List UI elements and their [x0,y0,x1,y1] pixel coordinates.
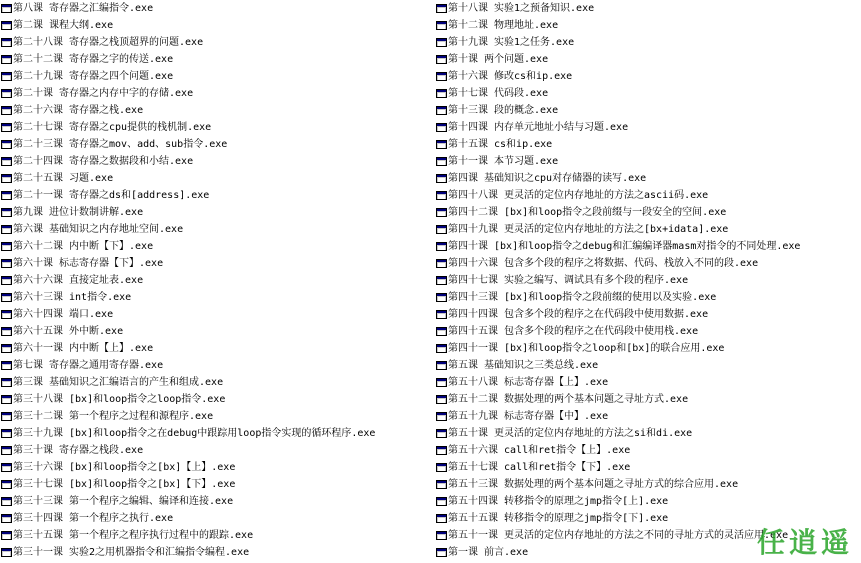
exe-file-icon [1,191,12,200]
file-list-right-column [435,0,861,561]
exe-file-icon [436,259,447,268]
file-item[interactable] [435,170,861,187]
exe-file-icon [436,361,447,370]
exe-file-icon [436,72,447,81]
file-name: 第三十课 寄存器之栈段.exe [13,445,144,456]
exe-file-icon [436,327,447,336]
file-item[interactable] [0,408,432,425]
exe-file-icon [436,497,447,506]
file-name: 第九课 进位计数制讲解.exe [13,207,144,218]
file-name: 第四十一课 [bx]和loop指令之loop和[bx]的联合应用.exe [448,343,725,354]
exe-file-icon [436,242,447,251]
file-item[interactable] [435,0,861,17]
file-name: 第七课 寄存器之通用寄存器.exe [13,360,164,371]
exe-file-icon [1,225,12,234]
file-name: 第六十五课 外中断.exe [13,326,124,337]
file-name: 第五十九课 标志寄存器【中】.exe [448,411,609,422]
file-item[interactable] [435,425,861,442]
file-name: 第五十五课 转移指令的原理之jmp指令[下].exe [448,513,669,524]
exe-file-icon [1,106,12,115]
file-item[interactable] [0,374,432,391]
exe-file-icon [1,412,12,421]
file-item[interactable] [435,323,861,340]
exe-file-icon [1,497,12,506]
exe-file-icon [1,208,12,217]
file-name: 第十七课 代码段.exe [448,88,549,99]
file-item[interactable] [435,391,861,408]
exe-file-icon [436,21,447,30]
exe-file-icon [1,276,12,285]
file-name: 第二十七课 寄存器之cpu提供的栈机制.exe [13,122,212,133]
file-item[interactable] [0,51,432,68]
file-name: 第五十六课 call和ret指令【上】.exe [448,445,631,456]
file-name: 第六十二课 内中断【下】.exe [13,241,154,252]
file-name: 第十三课 段的概念.exe [448,105,559,116]
file-name: 第二十八课 寄存器之栈顶超界的问题.exe [13,37,204,48]
file-item[interactable] [435,187,861,204]
file-item[interactable] [435,119,861,136]
file-item[interactable] [0,289,432,306]
file-list-left-column [0,0,432,561]
file-name: 第四十七课 实验之编写、调试具有多个段的程序.exe [448,275,689,286]
file-name: 第三课 基础知识之汇编语言的产生和组成.exe [13,377,224,388]
exe-file-icon [436,174,447,183]
exe-file-icon [1,259,12,268]
file-item[interactable] [0,119,432,136]
file-item[interactable] [0,255,432,272]
file-name: 第六十六课 直接定址表.exe [13,275,144,286]
file-name: 第三十七课 [bx]和loop指令之[bx]【下】.exe [13,479,236,490]
file-item[interactable] [0,17,432,34]
exe-file-icon [436,89,447,98]
file-item[interactable] [0,34,432,51]
file-name: 第五十二课 数据处理的两个基本问题之寻址方式.exe [448,394,689,405]
file-name: 第三十六课 [bx]和loop指令之[bx]【上】.exe [13,462,236,473]
file-item[interactable] [0,238,432,255]
file-item[interactable] [0,425,432,442]
exe-file-icon [436,395,447,404]
file-item[interactable] [435,459,861,476]
file-name: 第十二课 物理地址.exe [448,20,559,31]
file-name: 第十九课 实验1之任务.exe [448,37,575,48]
exe-file-icon [436,344,447,353]
exe-file-icon [436,310,447,319]
exe-file-icon [1,140,12,149]
file-item[interactable] [435,153,861,170]
file-item[interactable] [0,85,432,102]
exe-file-icon [1,55,12,64]
watermark: 任逍遥 [756,526,853,559]
file-item[interactable] [0,221,432,238]
file-name: 第十六课 修改cs和ip.exe [448,71,573,82]
exe-file-icon [1,310,12,319]
exe-file-icon [1,514,12,523]
file-item[interactable] [0,0,432,17]
file-name: 第三十八课 [bx]和loop指令之loop指令.exe [13,394,226,405]
file-item[interactable] [435,255,861,272]
file-name: 第十课 两个问题.exe [448,54,549,65]
file-item[interactable] [0,204,432,221]
file-item[interactable] [435,68,861,85]
file-item[interactable] [0,527,432,544]
file-item[interactable] [0,459,432,476]
file-item[interactable] [435,408,861,425]
file-item[interactable] [435,238,861,255]
file-name: 第三十三课 第一个程序之编辑、编译和连接.exe [13,496,234,507]
exe-file-icon [436,293,447,302]
exe-file-icon [1,157,12,166]
exe-file-icon [436,140,447,149]
exe-file-icon [1,378,12,387]
exe-file-icon [436,157,447,166]
exe-file-icon [1,327,12,336]
exe-file-icon [436,429,447,438]
file-name: 第四十九课 更灵活的定位内存地址的方法之[bx+idata].exe [448,224,729,235]
exe-file-icon [1,38,12,47]
exe-file-icon [436,55,447,64]
exe-file-icon [1,429,12,438]
file-name: 第十八课 实验1之预备知识.exe [448,3,595,14]
file-item[interactable] [435,289,861,306]
file-name: 第十一课 本节习题.exe [448,156,559,167]
exe-file-icon [436,38,447,47]
file-item[interactable] [435,85,861,102]
exe-file-icon [1,293,12,302]
file-name: 第六课 基础知识之内存地址空间.exe [13,224,184,235]
file-item[interactable] [0,510,432,527]
file-name: 第四十八课 更灵活的定位内存地址的方法之ascii码.exe [448,190,709,201]
file-name: 第十五课 cs和ip.exe [448,139,553,150]
exe-file-icon [436,123,447,132]
file-item[interactable] [435,17,861,34]
file-item[interactable] [435,357,861,374]
file-item[interactable] [0,391,432,408]
file-name: 第二十六课 寄存器之栈.exe [13,105,144,116]
file-item[interactable] [435,272,861,289]
file-name: 第五十三课 数据处理的两个基本问题之寻址方式的综合应用.exe [448,479,739,490]
exe-file-icon [1,463,12,472]
file-name: 第二十九课 寄存器之四个问题.exe [13,71,174,82]
exe-file-icon [1,548,12,557]
file-item[interactable] [435,374,861,391]
file-name: 第六十一课 内中断【上】.exe [13,343,154,354]
file-item[interactable] [435,306,861,323]
file-item[interactable] [435,204,861,221]
file-name: 第五十四课 转移指令的原理之jmp指令[上].exe [448,496,669,507]
file-name: 第四十二课 [bx]和loop指令之段前缀与一段安全的空间.exe [448,207,727,218]
file-name: 第二十三课 寄存器之mov、add、sub指令.exe [13,139,228,150]
file-name: 第三十四课 第一个程序之执行.exe [13,513,174,524]
file-name: 第五十八课 标志寄存器【上】.exe [448,377,609,388]
file-item[interactable] [435,476,861,493]
exe-file-icon [1,21,12,30]
exe-file-icon [1,4,12,13]
file-item[interactable] [435,340,861,357]
file-name: 第四十四课 包含多个段的程序之在代码段中使用数据.exe [448,309,709,320]
exe-file-icon [1,361,12,370]
file-name: 第三十九课 [bx]和loop指令之在debug中跟踪用loop指令实现的循环程序.exe [13,428,376,439]
file-name: 第四十课 [bx]和loop指令之debug和汇编编译器masm对指令的不同处理.exe [448,241,801,252]
exe-file-icon [436,225,447,234]
exe-file-icon [436,463,447,472]
file-name: 第二十二课 寄存器之字的传送.exe [13,54,174,65]
file-name: 第五十七课 call和ret指令【下】.exe [448,462,631,473]
exe-file-icon [1,446,12,455]
file-item[interactable] [0,493,432,510]
file-item[interactable] [435,221,861,238]
file-item[interactable] [0,68,432,85]
file-name: 第二十四课 寄存器之数据段和小结.exe [13,156,194,167]
exe-file-icon [1,344,12,353]
file-item[interactable] [0,306,432,323]
file-name: 第三十一课 实验2之用机器指令和汇编指令编程.exe [13,547,250,558]
file-item[interactable] [435,51,861,68]
file-item[interactable] [0,323,432,340]
file-name: 第八课 寄存器之汇编指令.exe [13,3,154,14]
exe-file-icon [436,276,447,285]
file-item[interactable] [0,476,432,493]
exe-file-icon [436,191,447,200]
exe-file-icon [1,242,12,251]
file-item[interactable] [0,136,432,153]
file-name: 第二十一课 寄存器之ds和[address].exe [13,190,210,201]
file-item[interactable] [435,493,861,510]
file-name: 第五十一课 更灵活的定位内存地址的方法之不同的寻址方式的灵活应用.exe [448,530,789,541]
exe-file-icon [436,106,447,115]
exe-file-icon [436,208,447,217]
exe-file-icon [1,123,12,132]
exe-file-icon [436,514,447,523]
file-item[interactable] [0,170,432,187]
file-item[interactable] [0,102,432,119]
file-item[interactable] [0,153,432,170]
exe-file-icon [436,378,447,387]
exe-file-icon [436,548,447,557]
file-item[interactable] [0,544,432,561]
file-name: 第四十五课 包含多个段的程序之在代码段中使用栈.exe [448,326,699,337]
file-item[interactable] [0,187,432,204]
file-item[interactable] [0,357,432,374]
exe-file-icon [436,480,447,489]
file-name: 第四十三课 [bx]和loop指令之段前缀的使用以及实验.exe [448,292,717,303]
file-name: 第二十课 寄存器之内存中字的存储.exe [13,88,194,99]
exe-file-icon [436,446,447,455]
file-name: 第三十五课 第一个程序之程序执行过程中的跟踪.exe [13,530,254,541]
file-item[interactable] [435,442,861,459]
exe-file-icon [1,72,12,81]
file-name: 第六十课 标志寄存器【下】.exe [13,258,164,269]
exe-file-icon [1,89,12,98]
file-name: 第三十二课 第一个程序之过程和源程序.exe [13,411,214,422]
file-name: 第二十五课 习题.exe [13,173,114,184]
file-name: 第五课 基础知识之三类总线.exe [448,360,599,371]
file-name: 第二课 课程大纲.exe [13,20,114,31]
exe-file-icon [436,412,447,421]
file-item[interactable] [0,442,432,459]
file-item[interactable] [0,340,432,357]
exe-file-icon [1,174,12,183]
file-item[interactable] [0,272,432,289]
file-name: 第四十六课 包含多个段的程序之将数据、代码、栈放入不同的段.exe [448,258,759,269]
file-name: 第五十课 更灵活的定位内存地址的方法之si和di.exe [448,428,693,439]
file-item[interactable] [435,136,861,153]
exe-file-icon [1,480,12,489]
file-item[interactable] [435,34,861,51]
file-name: 第十四课 内存单元地址小结与习题.exe [448,122,629,133]
file-name: 第一课 前言.exe [448,547,529,558]
exe-file-icon [1,395,12,404]
file-name: 第六十四课 端口.exe [13,309,114,320]
exe-file-icon [1,531,12,540]
file-name: 第六十三课 int指令.exe [13,292,132,303]
exe-file-icon [436,531,447,540]
exe-file-icon [436,4,447,13]
file-item[interactable] [435,102,861,119]
file-name: 第四课 基础知识之cpu对存储器的读写.exe [448,173,647,184]
